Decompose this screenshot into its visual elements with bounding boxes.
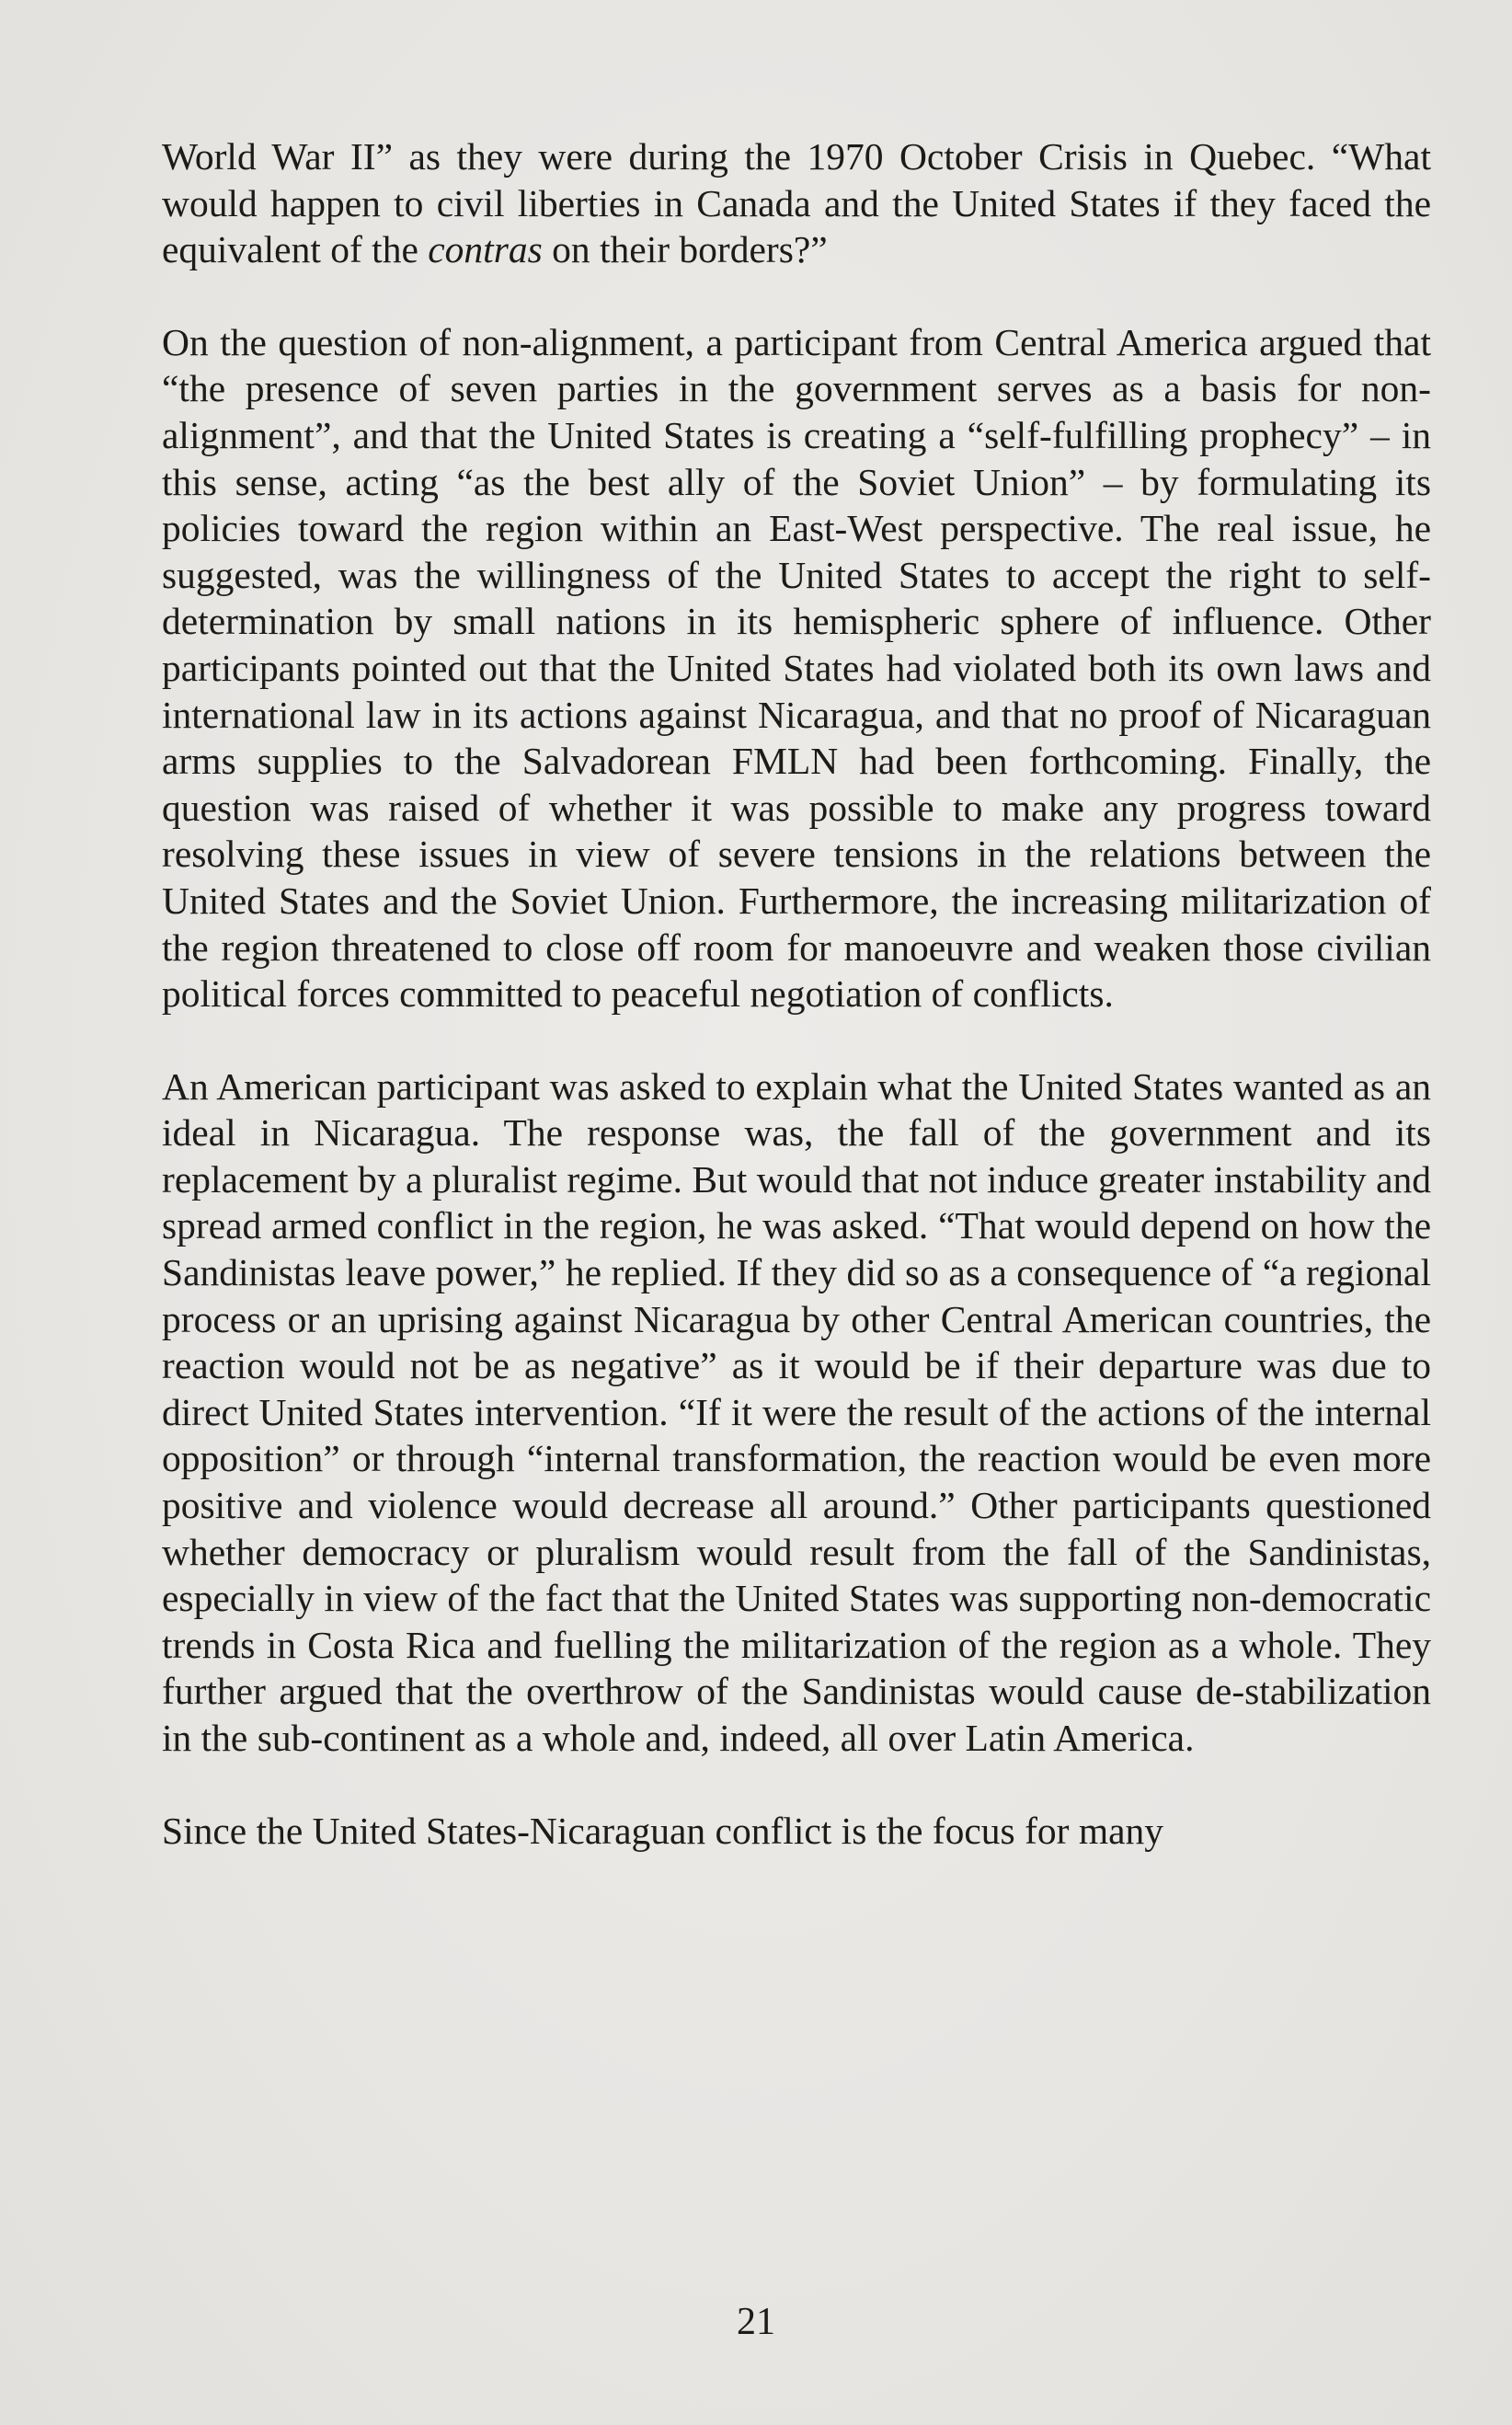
- body-text: [162, 133, 1431, 1900]
- paragraph-1-text-end: on their borders?”: [542, 228, 828, 271]
- paragraph-2: On the question of non-alignment, a participant from Central America argued that “the presence of seven parties in the government serves as a basis for non-alignment”, and that the United States is creating a “self-fulfilling prophecy” – in this sense, acting “as the best ally of the Soviet Union” – by formulating its policies toward the region within an East-West perspective. The real issue, he suggested, was the willingness of the United States to accept the right to self-determination by small nations in its hemispheric sphere of influence. Other participants pointed out that the United States had violated both its own laws and international law in its actions against Nicaragua, and that no proof of Nicaraguan arms supplies to the Salvadorean FMLN had been forthcoming. Finally, the question was raised of whether it was possible to make any progress toward resolving these issues in view of severe tensions in the relations between the United States and the Soviet Union. Furthermore, the increasing militarization of the region threatened to close off room for manoeuvre and weaken those civilian political forces committed to peaceful negotiation of conflicts.: [162, 320, 1431, 1016]
- paragraph-1-text: World War II” as they were during the 1970 October Crisis in Quebec. “What would happen to civil liberties in Canada and the United States if they faced the equivalent of the: [162, 135, 1431, 271]
- paragraph-1-italic-term: contras: [428, 228, 543, 271]
- page-number: 21: [737, 2301, 775, 2343]
- paragraph-1: [162, 133, 1431, 273]
- paragraph-3: An American participant was asked to explain what the United States wanted as an ideal in Nicaragua. The response was, the fall of the government and its replacement by a pluralist regime. But would that not induce greater instability and spread armed conflict in the region, he was asked. “That would depend on how the Sandinistas leave power,” he replied. If they did so as a consequence of “a regional process or an uprising against Nicaragua by other Central American countries, the reaction would not be as negative” as it would be if their departure was due to direct United States intervention. “If it were the result of the actions of the internal opposition” or through “internal transformation, the reaction would be even more positive and violence would decrease all around.” Other participants questioned whether democracy or pluralism would result from the fall of the Sandinistas, especially in view of the fact that the United States was supporting non-democratic trends in Costa Rica and fuelling the militarization of the region as a whole. They further argued that the overthrow of the Sandinistas would cause de-stabilization in the sub-continent as a whole and, indeed, all over Latin America.: [162, 1064, 1431, 1759]
- paragraph-4: Since the United States-Nicaraguan conflict is the focus for many: [162, 1809, 1164, 1852]
